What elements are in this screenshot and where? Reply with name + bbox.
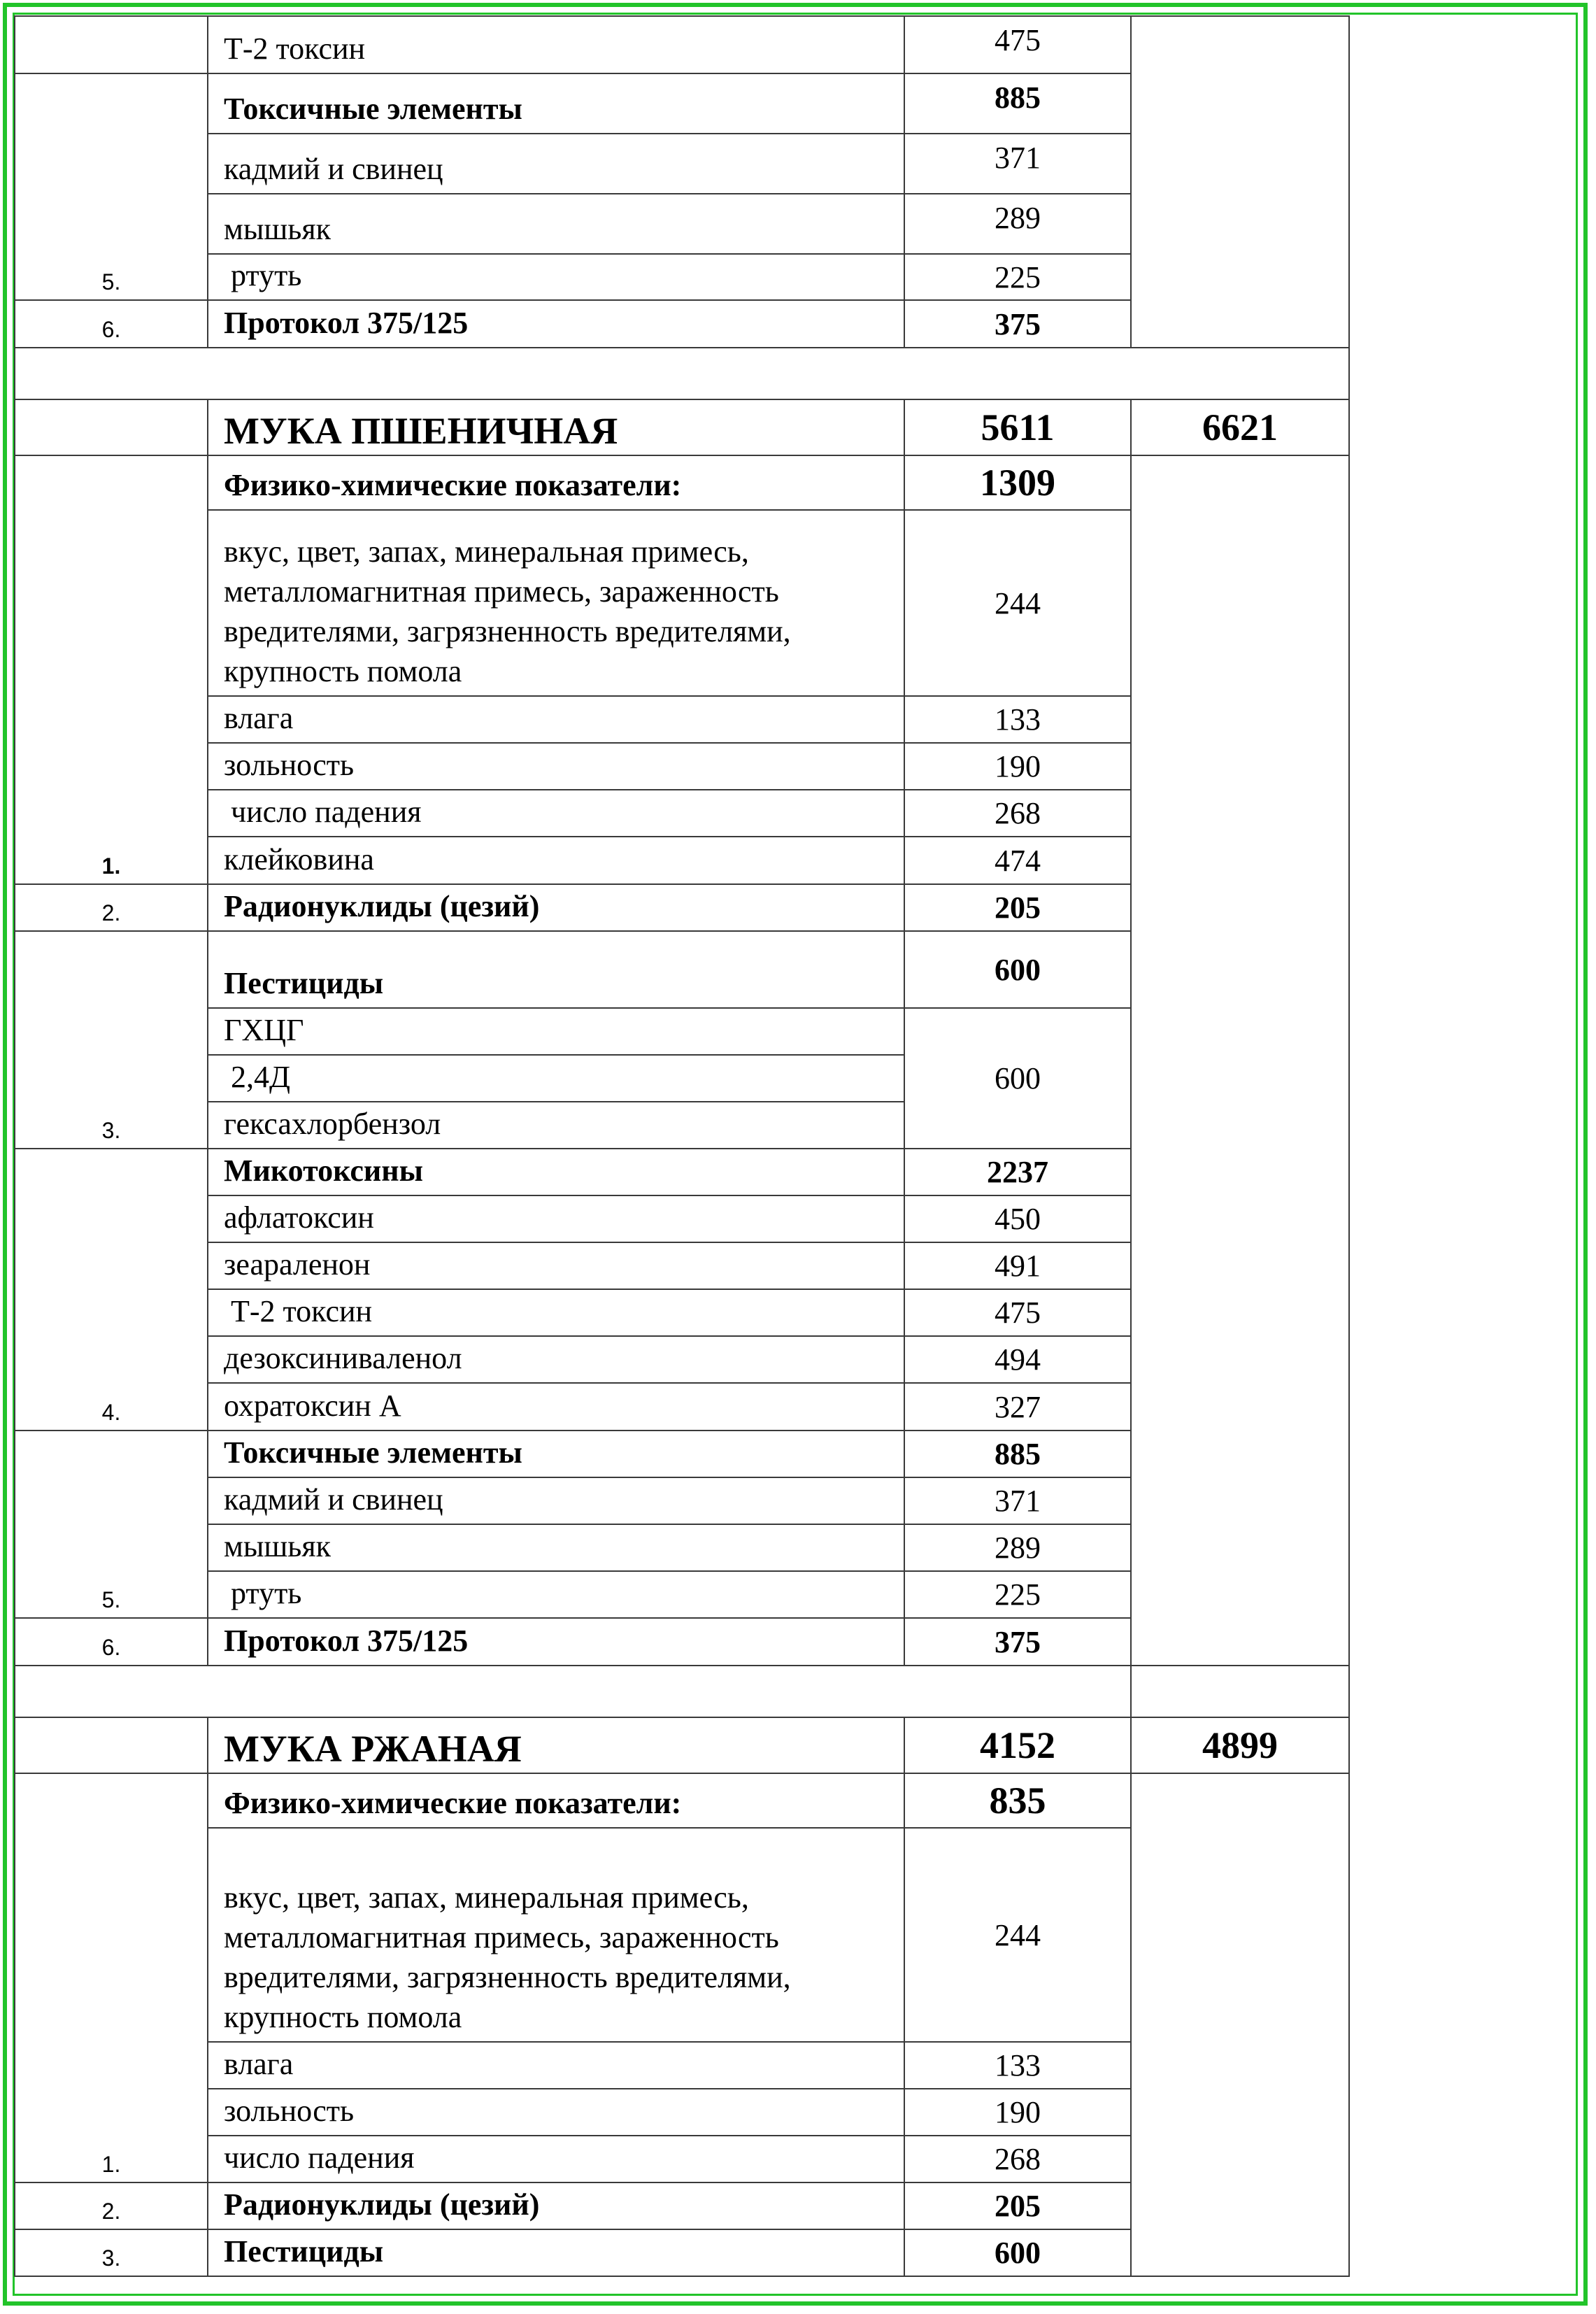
item-name: Микотоксины: [208, 1149, 904, 1195]
item-name: Пестициды: [208, 931, 904, 1008]
item-value: 133: [904, 696, 1131, 743]
item-name: дезоксиниваленол: [208, 1336, 904, 1383]
item-value: 494: [904, 1336, 1131, 1383]
item-name: гексахлорбензол: [208, 1102, 904, 1149]
item-name: Т-2 токсин: [208, 16, 904, 73]
table-row: [15, 1773, 1349, 1828]
item-name: Радионуклиды (цезий): [208, 2182, 904, 2229]
item-name: мышьяк: [208, 1524, 904, 1571]
item-value: 375: [904, 300, 1131, 348]
item-value: 268: [904, 790, 1131, 837]
spacer-row: [15, 1666, 1349, 1717]
row-number: 3.: [15, 931, 208, 1149]
row-number: 5.: [15, 1431, 208, 1618]
item-name: Т-2 токсин: [208, 1289, 904, 1336]
item-name: кадмий и свинец: [208, 1477, 904, 1524]
item-value: 133: [904, 2042, 1131, 2089]
item-name: зольность: [208, 2089, 904, 2136]
item-name: Пестициды: [208, 2229, 904, 2276]
section-title: МУКА ПШЕНИЧНАЯ: [208, 399, 904, 455]
item-name: охратоксин А: [208, 1383, 904, 1431]
item-value: 375: [904, 1618, 1131, 1666]
item-name: Протокол 375/125: [208, 300, 904, 348]
item-name: вкус, цвет, запах, минеральная примесь, металломагнитная примесь, зараженность вредителями, загрязненность вредителями, крупность помола: [208, 510, 904, 696]
item-name: Физико-химические показатели:: [208, 1773, 904, 1828]
section-header-row: [15, 1717, 1349, 1773]
section-total: 4899: [1131, 1717, 1349, 1773]
item-value: 205: [904, 2182, 1131, 2229]
item-value: 225: [904, 254, 1131, 300]
item-value: 190: [904, 743, 1131, 790]
item-name: Радионуклиды (цезий): [208, 884, 904, 931]
item-value: 491: [904, 1242, 1131, 1289]
item-value: 1309: [904, 455, 1131, 510]
item-name: ртуть: [208, 254, 904, 300]
row-number: 4.: [15, 1149, 208, 1431]
item-name: 2,4Д: [208, 1055, 904, 1102]
row-number: [15, 399, 208, 455]
section-title: МУКА РЖАНАЯ: [208, 1717, 904, 1773]
row-number: 6.: [15, 1618, 208, 1666]
total-cell: [1131, 455, 1349, 1666]
item-name: Токсичные элементы: [208, 73, 904, 134]
spacer-row: [15, 348, 1349, 399]
row-number: 1.: [15, 455, 208, 884]
item-name: мышьяк: [208, 194, 904, 254]
row-number: 1.: [15, 1773, 208, 2182]
item-value: 475: [904, 16, 1131, 73]
item-value: 244: [904, 1828, 1131, 2042]
item-name: афлатоксин: [208, 1195, 904, 1242]
price-table: [14, 15, 1350, 2277]
item-name: клейковина: [208, 837, 904, 884]
item-value: 474: [904, 837, 1131, 884]
item-value: 268: [904, 2136, 1131, 2182]
item-value: 885: [904, 73, 1131, 134]
empty-cell: [15, 1666, 1131, 1717]
row-number: 2.: [15, 2182, 208, 2229]
section-value: 4152: [904, 1717, 1131, 1773]
item-name: влага: [208, 2042, 904, 2089]
item-value: 190: [904, 2089, 1131, 2136]
item-name: влага: [208, 696, 904, 743]
item-name: число падения: [208, 2136, 904, 2182]
item-name: зеараленон: [208, 1242, 904, 1289]
empty-cell: [15, 348, 1349, 399]
item-name: ртуть: [208, 1571, 904, 1618]
table-row: [15, 16, 1349, 73]
table-row: [15, 455, 1349, 510]
item-value: 327: [904, 1383, 1131, 1431]
row-number: 5.: [15, 73, 208, 300]
item-value: 371: [904, 1477, 1131, 1524]
item-value: 475: [904, 1289, 1131, 1336]
item-name: кадмий и свинец: [208, 134, 904, 194]
item-value: 450: [904, 1195, 1131, 1242]
item-name: зольность: [208, 743, 904, 790]
item-value: 371: [904, 134, 1131, 194]
item-value: 600: [904, 931, 1131, 1008]
row-number: 3.: [15, 2229, 208, 2276]
total-cell: [1131, 1773, 1349, 2276]
item-name: Физико-химические показатели:: [208, 455, 904, 510]
row-number: 2.: [15, 884, 208, 931]
empty-cell: [1131, 1666, 1349, 1717]
section-header-row: [15, 399, 1349, 455]
item-name: Токсичные элементы: [208, 1431, 904, 1477]
item-value: 244: [904, 510, 1131, 696]
section-total: 6621: [1131, 399, 1349, 455]
item-value: 289: [904, 1524, 1131, 1571]
item-name: число падения: [208, 790, 904, 837]
item-value: 600: [904, 1008, 1131, 1149]
total-cell: [1131, 16, 1349, 348]
row-number: [15, 1717, 208, 1773]
item-value: 225: [904, 1571, 1131, 1618]
item-value: 885: [904, 1431, 1131, 1477]
item-name: Протокол 375/125: [208, 1618, 904, 1666]
row-number: 6.: [15, 300, 208, 348]
item-value: 205: [904, 884, 1131, 931]
item-value: 2237: [904, 1149, 1131, 1195]
section-value: 5611: [904, 399, 1131, 455]
row-number: [15, 16, 208, 73]
item-value: 835: [904, 1773, 1131, 1828]
item-name: ГХЦГ: [208, 1008, 904, 1055]
item-value: 289: [904, 194, 1131, 254]
item-value: 600: [904, 2229, 1131, 2276]
item-name: вкус, цвет, запах, минеральная примесь, металломагнитная примесь, зараженность вредителями, загрязненность вредителями, крупность помола: [208, 1828, 904, 2042]
